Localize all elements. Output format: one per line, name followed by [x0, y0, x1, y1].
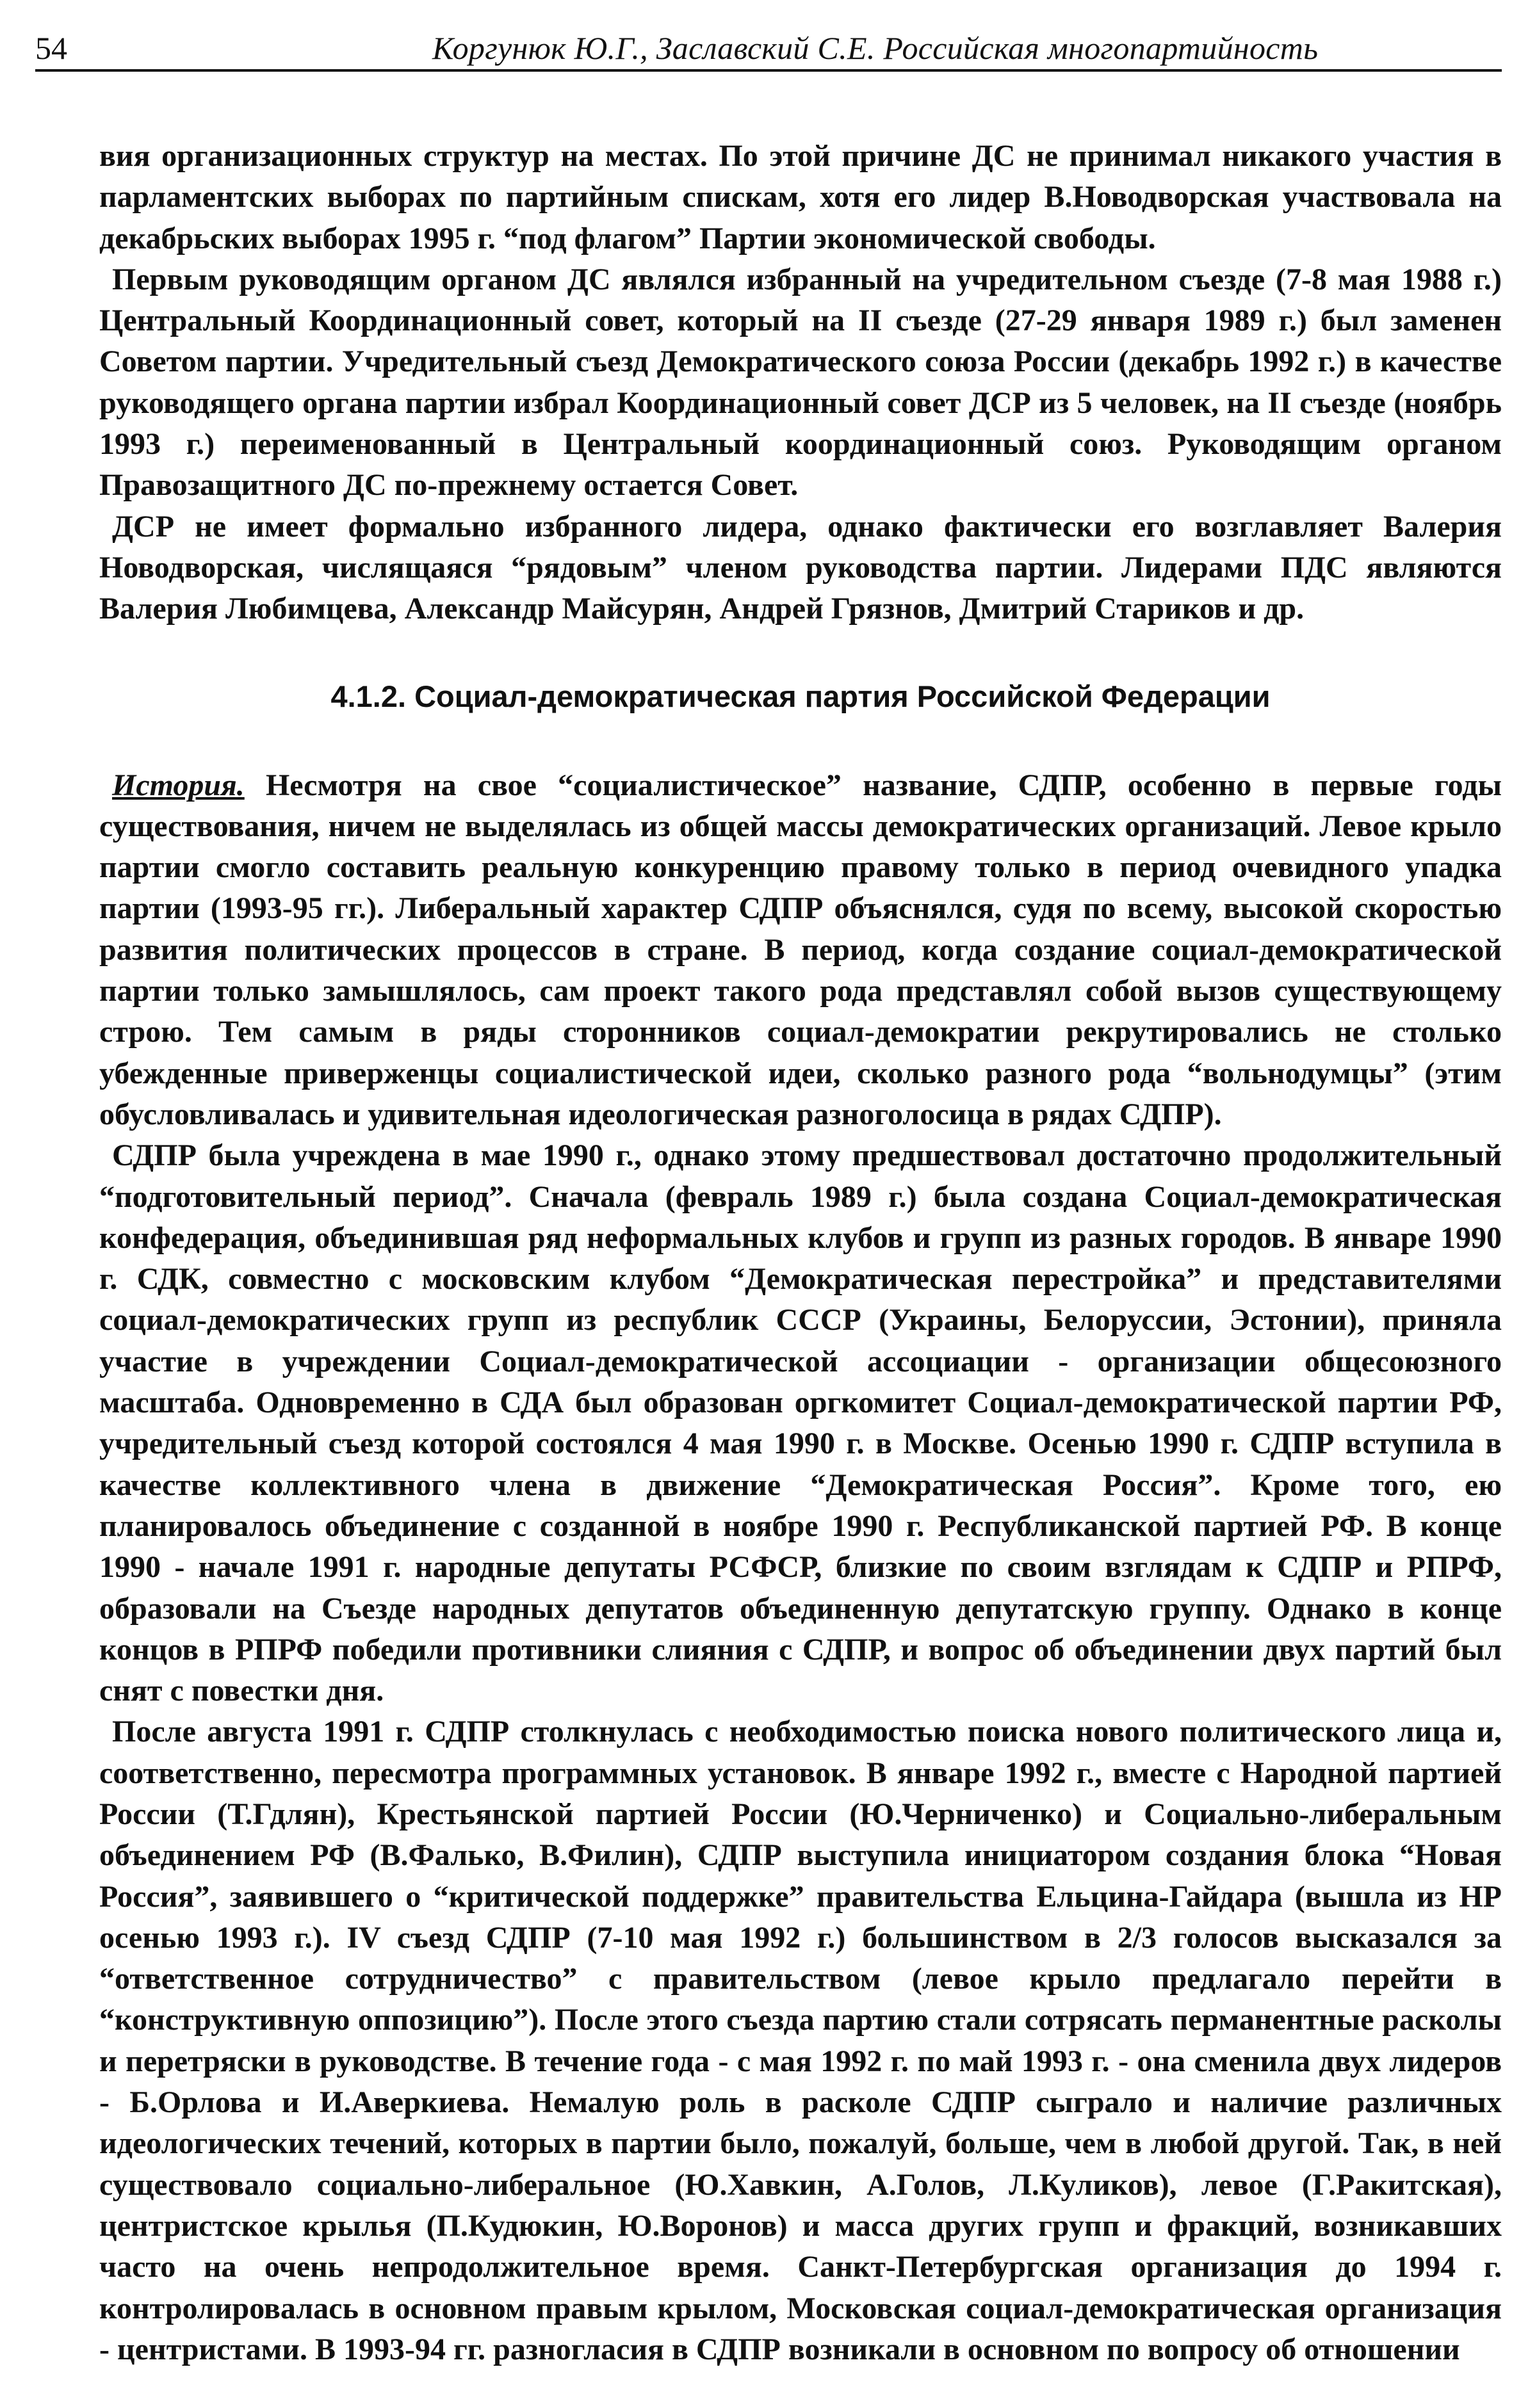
- spacer: [99, 630, 1502, 676]
- paragraph: ДСР не имеет формально избранного лидера, однако фактически его возглавляет Валерия Новодворская, числящаяся “рядовым” членом руководства партии. Лидерами ПДС являются Валерия Любимцева, Александр Майсурян, Андрей Грязнов, Дмитрий Стариков и др.: [99, 509, 1502, 626]
- spacer: [99, 717, 1502, 765]
- paragraph: После августа 1991 г. СДПР столкнулась с необходимостью поиска нового политического лица и, соответственно, пересмотра программных установок. В январе 1992 г., вместе с Народной партией России (Т.Гдлян), Крестьянской партией России (Ю.Черниченко) и Социально-либеральным объединением РФ (В.Фалько, В.Филин), СДПР выступила инициатором создания блока “Новая Россия”, заявившего о “критической поддержке” правительства Ельцина-Гайдара (вышла из НР осенью 1993 г.). IV съезд СДПР (7-10 мая 1992 г.) большинством в 2/3 голосов высказался за “ответственное сотрудничество” с правительством (левое крыло предлагало перейти в “конструктивную оппозицию”). После этого съезда партию стали сотрясать перманентные расколы и перетряски в руководстве. В течение года - с мая 1992 г. по май 1993 г. - она сменила двух лидеров - Б.Орлова и И.Аверкиева. Немалую роль в расколе СДПР сыграло и наличие различных идеологических течений, которых в партии было, пожалуй, больше, чем в любой другой. Так, в ней существовало социально-либеральное (Ю.Хавкин, А.Голов, Л.Куликов), левое (Г.Ракитская), центристское крылья (П.Кудюкин, Ю.Воронов) и масса других групп и фракций, возникавших часто на очень непродолжительное время. Санкт-Петербургская организация до 1994 г. контролировалась в основном правым крылом, Московская социал-демократическая организация - центристами. В 1993-94 гг. разногласия в СДПР возникали в основном по вопросу об отношении: [99, 1715, 1502, 2366]
- page-header: [35, 26, 1502, 74]
- running-title: Коргунюк Ю.Г., Заславский С.Е. Российская многопартийность: [432, 30, 1319, 66]
- paragraph-history: [99, 765, 1502, 1136]
- history-label: История.: [112, 768, 245, 802]
- page-number: 54: [35, 30, 67, 66]
- history-text: Несмотря на свое “социалистическое” название, СДПР, особенно в первые годы существования, ничем не выделялась из общей массы демократических организаций. Левое крыло партии смогло составить реальную конкуренцию правому только в период очевидного упадка партии (1993-95 гг.). Либеральный характер СДПР объяснялся, судя по всему, высокой скоростью развития политических процессов в стране. В период, когда создание социал-демократической партии только замышлялось, сам проект такого рода представлял собой вызов существующему строю. Тем самым в ряды сторонников социал-демократии рекрутировались не столько убежденные приверженцы социалистической идеи, сколько разного рода “вольнодумцы” (этим обусловливалась и удивительная идеологическая разноголосица в рядах СДПР).: [99, 768, 1502, 1131]
- section-heading: 4.1.2. Социал-демократическая партия Российской Федерации: [330, 679, 1271, 713]
- paragraph: Первым руководящим органом ДС являлся избранный на учредительном съезде (7-8 мая 1988 г.) Центральный Координационный совет, который на II съезде (27-29 января 1989 г.) был заменен Советом партии. Учредительный съезд Демократического союза России (декабрь 1992 г.) в качестве руководящего органа партии избрал Координационный совет ДСР из 5 человек, на II съезде (ноябрь 1993 г.) переименованный в Центральный координационный союз. Руководящим органом Правозащитного ДС по-прежнему остается Совет.: [99, 262, 1502, 503]
- paragraph-continuation: вия организационных структур на местах. По этой причине ДС не принимал никакого участия в парламентских выборах по партийным спискам, хотя его лидер В.Новодворская участвовала на декабрьских выборах 1995 г. “под флагом” Партии экономической свободы.: [99, 139, 1502, 255]
- paragraph: СДПР была учреждена в мае 1990 г., однако этому предшествовал достаточно продолжительный “подготовительный период”. Сначала (февраль 1989 г.) была создана Социал-демократическая конфедерация, объединившая ряд неформальных клубов и групп из разных городов. В январе 1990 г. СДК, совместно с московским клубом “Демократическая перестройка” и представителями социал-демократических групп из республик СССР (Украины, Белоруссии, Эстонии), приняла участие в учреждении Социал-демократической ассоциации - организации общесоюзного масштаба. Одновременно в СДА был образован оргкомитет Социал-демократической партии РФ, учредительный съезд которой состоялся 4 мая 1990 г. в Москве. Осенью 1990 г. СДПР вступила в качестве коллективного члена в движение “Демократическая Россия”. Кроме того, ею планировалось объединение с созданной в ноябре 1990 г. Республиканской партией РФ. В конце 1990 - начале 1991 г. народные депутаты РСФСР, близкие по своим взглядам к СДПР и РПРФ, образовали на Съезде народных депутатов объединенную депутатскую группу. Однако в конце концов в РПРФ победили противники слияния с СДПР, и вопрос об объединении двух партий был снят с повестки дня.: [99, 1138, 1502, 1708]
- header-rule: [35, 69, 1502, 72]
- document-body: [99, 136, 1502, 2370]
